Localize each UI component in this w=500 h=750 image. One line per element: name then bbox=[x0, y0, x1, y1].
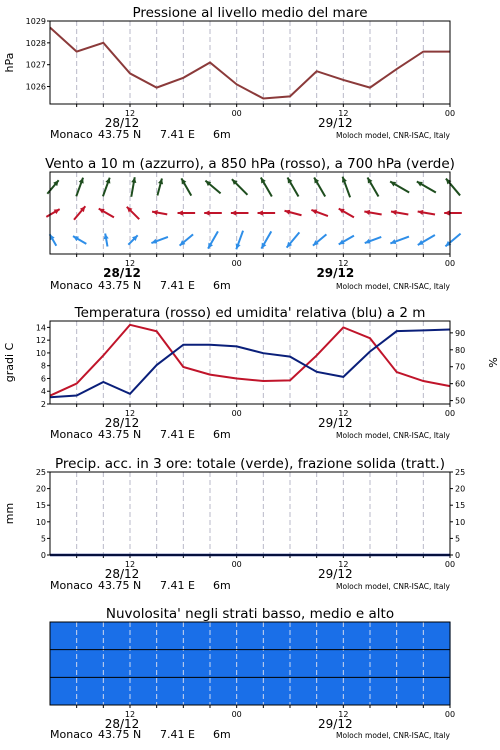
cloud-cell bbox=[250, 650, 276, 678]
y-axis-label: mm bbox=[3, 502, 16, 525]
footer-alt: 6m bbox=[213, 428, 231, 441]
date-label: 28/12 bbox=[104, 116, 140, 130]
cloud-cell bbox=[400, 650, 426, 678]
date-label: 28/12 bbox=[104, 567, 140, 581]
cloud-cell bbox=[225, 622, 251, 650]
footer-model: Moloch model, CNR-ISAC, Italy bbox=[336, 131, 450, 140]
date-label: 29/12 bbox=[318, 116, 353, 130]
footer-alt: 6m bbox=[213, 128, 231, 141]
x-tick-label: 12 bbox=[124, 409, 136, 418]
footer-lat: 43.75 N bbox=[98, 579, 142, 592]
cloud-cell bbox=[125, 650, 151, 678]
y-tick-label: 12 bbox=[35, 336, 46, 346]
panel-2 bbox=[3, 305, 499, 441]
y-tick-label: 1027 bbox=[25, 60, 46, 70]
cloud-cell bbox=[250, 622, 276, 650]
x-tick-label: 12 bbox=[338, 409, 349, 418]
y-tick-label: 2 bbox=[40, 400, 46, 409]
y-tick-label: 4 bbox=[40, 387, 46, 397]
cloud-cell bbox=[50, 677, 76, 705]
cloud-cell bbox=[275, 650, 301, 678]
cloud-cell bbox=[100, 650, 126, 678]
cloud-cell bbox=[425, 677, 451, 705]
x-tick-label: 12 bbox=[124, 259, 136, 268]
x-tick-label: 00 bbox=[444, 109, 456, 118]
cloud-cell bbox=[350, 650, 376, 678]
cloud-cell bbox=[400, 622, 426, 650]
panel-title: Precip. acc. in 3 ore: totale (verde), frazione solida (tratt.) bbox=[55, 456, 445, 472]
y-tick-label: 10 bbox=[35, 517, 46, 527]
y-tick-label-right: 60 bbox=[455, 379, 466, 389]
footer-lon: 7.41 E bbox=[160, 128, 195, 141]
footer-lon: 7.41 E bbox=[160, 728, 195, 741]
x-tick-label: 00 bbox=[444, 409, 456, 418]
cloud-cell bbox=[100, 677, 126, 705]
x-tick-label: 12 bbox=[338, 109, 349, 118]
cloud-cell bbox=[350, 622, 376, 650]
y-axis-label-right: % bbox=[486, 357, 499, 368]
footer-lon: 7.41 E bbox=[160, 579, 195, 592]
footer-location: Monaco bbox=[50, 728, 93, 741]
cloud-cell bbox=[150, 650, 176, 678]
y-axis-label: gradi C bbox=[3, 342, 16, 383]
y-tick-label: 10 bbox=[35, 348, 46, 358]
x-tick-label: 12 bbox=[124, 560, 136, 569]
cloud-cell bbox=[350, 677, 376, 705]
wind-arrowhead-0 bbox=[105, 178, 110, 184]
cloud-cell bbox=[75, 677, 101, 705]
cloud-cell bbox=[325, 622, 351, 650]
x-tick-label: 00 bbox=[231, 109, 242, 118]
y-tick-label-right: 20 bbox=[455, 484, 466, 494]
footer-model: Moloch model, CNR-ISAC, Italy bbox=[336, 731, 450, 740]
x-tick-label: 00 bbox=[231, 409, 242, 418]
wind-arrowhead-1 bbox=[444, 210, 449, 215]
cloud-cell bbox=[75, 650, 101, 678]
plot-frame bbox=[50, 472, 450, 555]
x-tick-label: 12 bbox=[338, 560, 349, 569]
y-tick-label-right: 10 bbox=[455, 517, 466, 527]
wind-arrowhead-0 bbox=[342, 177, 347, 183]
x-tick-label: 00 bbox=[444, 560, 456, 569]
panel-title: Temperatura (rosso) ed umidita' relativa (blu) a 2 m bbox=[74, 305, 426, 321]
date-label: 28/12 bbox=[104, 717, 140, 731]
date-label: 29/12 bbox=[318, 717, 353, 731]
cloud-cell bbox=[325, 677, 351, 705]
footer-alt: 6m bbox=[213, 728, 231, 741]
wind-arrowhead-0 bbox=[79, 178, 84, 184]
x-tick-label: 00 bbox=[444, 259, 456, 268]
y-tick-label-right: 15 bbox=[455, 501, 466, 511]
cloud-cell bbox=[425, 622, 451, 650]
wind-arrowhead-1 bbox=[231, 210, 236, 215]
x-tick-label: 00 bbox=[231, 560, 242, 569]
x-tick-label: 12 bbox=[124, 109, 136, 118]
panel-3 bbox=[3, 456, 465, 592]
cloud-cell bbox=[125, 622, 151, 650]
footer-lon: 7.41 E bbox=[160, 428, 195, 441]
footer-model: Moloch model, CNR-ISAC, Italy bbox=[336, 582, 450, 591]
y-tick-label-right: 25 bbox=[455, 468, 466, 477]
cloud-cell bbox=[400, 677, 426, 705]
wind-arrowhead-1 bbox=[204, 210, 209, 215]
y-tick-label: 8 bbox=[40, 361, 46, 371]
footer-location: Monaco bbox=[50, 579, 93, 592]
cloud-cell bbox=[325, 650, 351, 678]
cloud-cell bbox=[50, 650, 76, 678]
y-tick-label: 1028 bbox=[25, 38, 46, 48]
y-tick-label: 20 bbox=[35, 484, 46, 494]
cloud-cell bbox=[175, 677, 201, 705]
panel-4 bbox=[50, 606, 455, 741]
date-label: 28/12 bbox=[104, 416, 140, 430]
footer-model: Moloch model, CNR-ISAC, Italy bbox=[336, 431, 450, 440]
y-tick-label-right: 70 bbox=[455, 362, 466, 372]
panel-1 bbox=[45, 156, 462, 292]
cloud-cell bbox=[200, 622, 226, 650]
footer-alt: 6m bbox=[213, 279, 231, 292]
cloud-cell bbox=[275, 677, 301, 705]
footer-model: Moloch model, CNR-ISAC, Italy bbox=[336, 282, 450, 291]
cloud-cell bbox=[175, 622, 201, 650]
date-label: 29/12 bbox=[318, 416, 353, 430]
panel-title: Nuvolosita' negli strati basso, medio e alto bbox=[105, 606, 395, 622]
panel-0 bbox=[3, 5, 455, 141]
pressure-line bbox=[50, 28, 450, 99]
cloud-cell bbox=[250, 677, 276, 705]
y-tick-label: 14 bbox=[35, 323, 46, 333]
footer-location: Monaco bbox=[50, 279, 93, 292]
cloud-cell bbox=[175, 650, 201, 678]
cloud-cell bbox=[200, 677, 226, 705]
footer-location: Monaco bbox=[50, 428, 93, 441]
x-tick-label: 12 bbox=[338, 259, 349, 268]
footer-alt: 6m bbox=[213, 579, 231, 592]
y-tick-label-right: 5 bbox=[455, 534, 461, 544]
y-tick-label: 25 bbox=[35, 468, 46, 477]
cloud-cell bbox=[125, 677, 151, 705]
date-label: 29/12 bbox=[316, 266, 355, 280]
footer-lat: 43.75 N bbox=[98, 279, 142, 292]
cloud-cell bbox=[75, 622, 101, 650]
footer-lat: 43.75 N bbox=[98, 128, 142, 141]
cloud-cell bbox=[100, 622, 126, 650]
cloud-cell bbox=[300, 622, 326, 650]
footer-lon: 7.41 E bbox=[160, 279, 195, 292]
cloud-cell bbox=[425, 650, 451, 678]
cloud-cell bbox=[200, 650, 226, 678]
y-axis-label: hPa bbox=[3, 52, 16, 73]
cloud-cell bbox=[50, 622, 76, 650]
footer-lat: 43.75 N bbox=[98, 728, 142, 741]
cloud-cell bbox=[225, 650, 251, 678]
x-tick-label: 00 bbox=[231, 259, 242, 268]
y-tick-label: 5 bbox=[40, 534, 46, 544]
date-label: 29/12 bbox=[318, 567, 353, 581]
plot-frame bbox=[50, 172, 450, 254]
y-tick-label: 1026 bbox=[25, 82, 46, 92]
cloud-cell bbox=[300, 650, 326, 678]
x-tick-label: 12 bbox=[124, 710, 136, 719]
panel-title: Vento a 10 m (azzurro), a 850 hPa (rosso), a 700 hPa (verde) bbox=[45, 156, 455, 172]
date-label: 28/12 bbox=[103, 266, 141, 280]
cloud-cell bbox=[150, 677, 176, 705]
y-tick-label: 15 bbox=[35, 501, 46, 511]
wind-arrowhead-2 bbox=[236, 243, 241, 249]
y-tick-label: 6 bbox=[40, 374, 46, 384]
y-tick-label-right: 0 bbox=[455, 551, 461, 560]
cloud-cell bbox=[225, 677, 251, 705]
cloud-cell bbox=[300, 677, 326, 705]
footer-lat: 43.75 N bbox=[98, 428, 142, 441]
panel-title: Pressione al livello medio del mare bbox=[132, 5, 368, 21]
x-tick-label: 12 bbox=[338, 710, 349, 719]
y-tick-label: 0 bbox=[40, 551, 46, 560]
cloud-cell bbox=[150, 622, 176, 650]
wind-arrowhead-1 bbox=[178, 210, 183, 215]
x-tick-label: 00 bbox=[444, 710, 456, 719]
y-tick-label-right: 50 bbox=[455, 396, 466, 406]
x-tick-label: 00 bbox=[231, 710, 242, 719]
y-tick-label-right: 80 bbox=[455, 345, 466, 355]
y-tick-label: 1029 bbox=[25, 17, 46, 26]
wind-arrowhead-2 bbox=[390, 239, 396, 244]
footer-location: Monaco bbox=[50, 128, 93, 141]
cloud-cell bbox=[275, 622, 301, 650]
y-tick-label-right: 90 bbox=[455, 328, 466, 338]
wind-arrowhead-1 bbox=[258, 210, 263, 215]
